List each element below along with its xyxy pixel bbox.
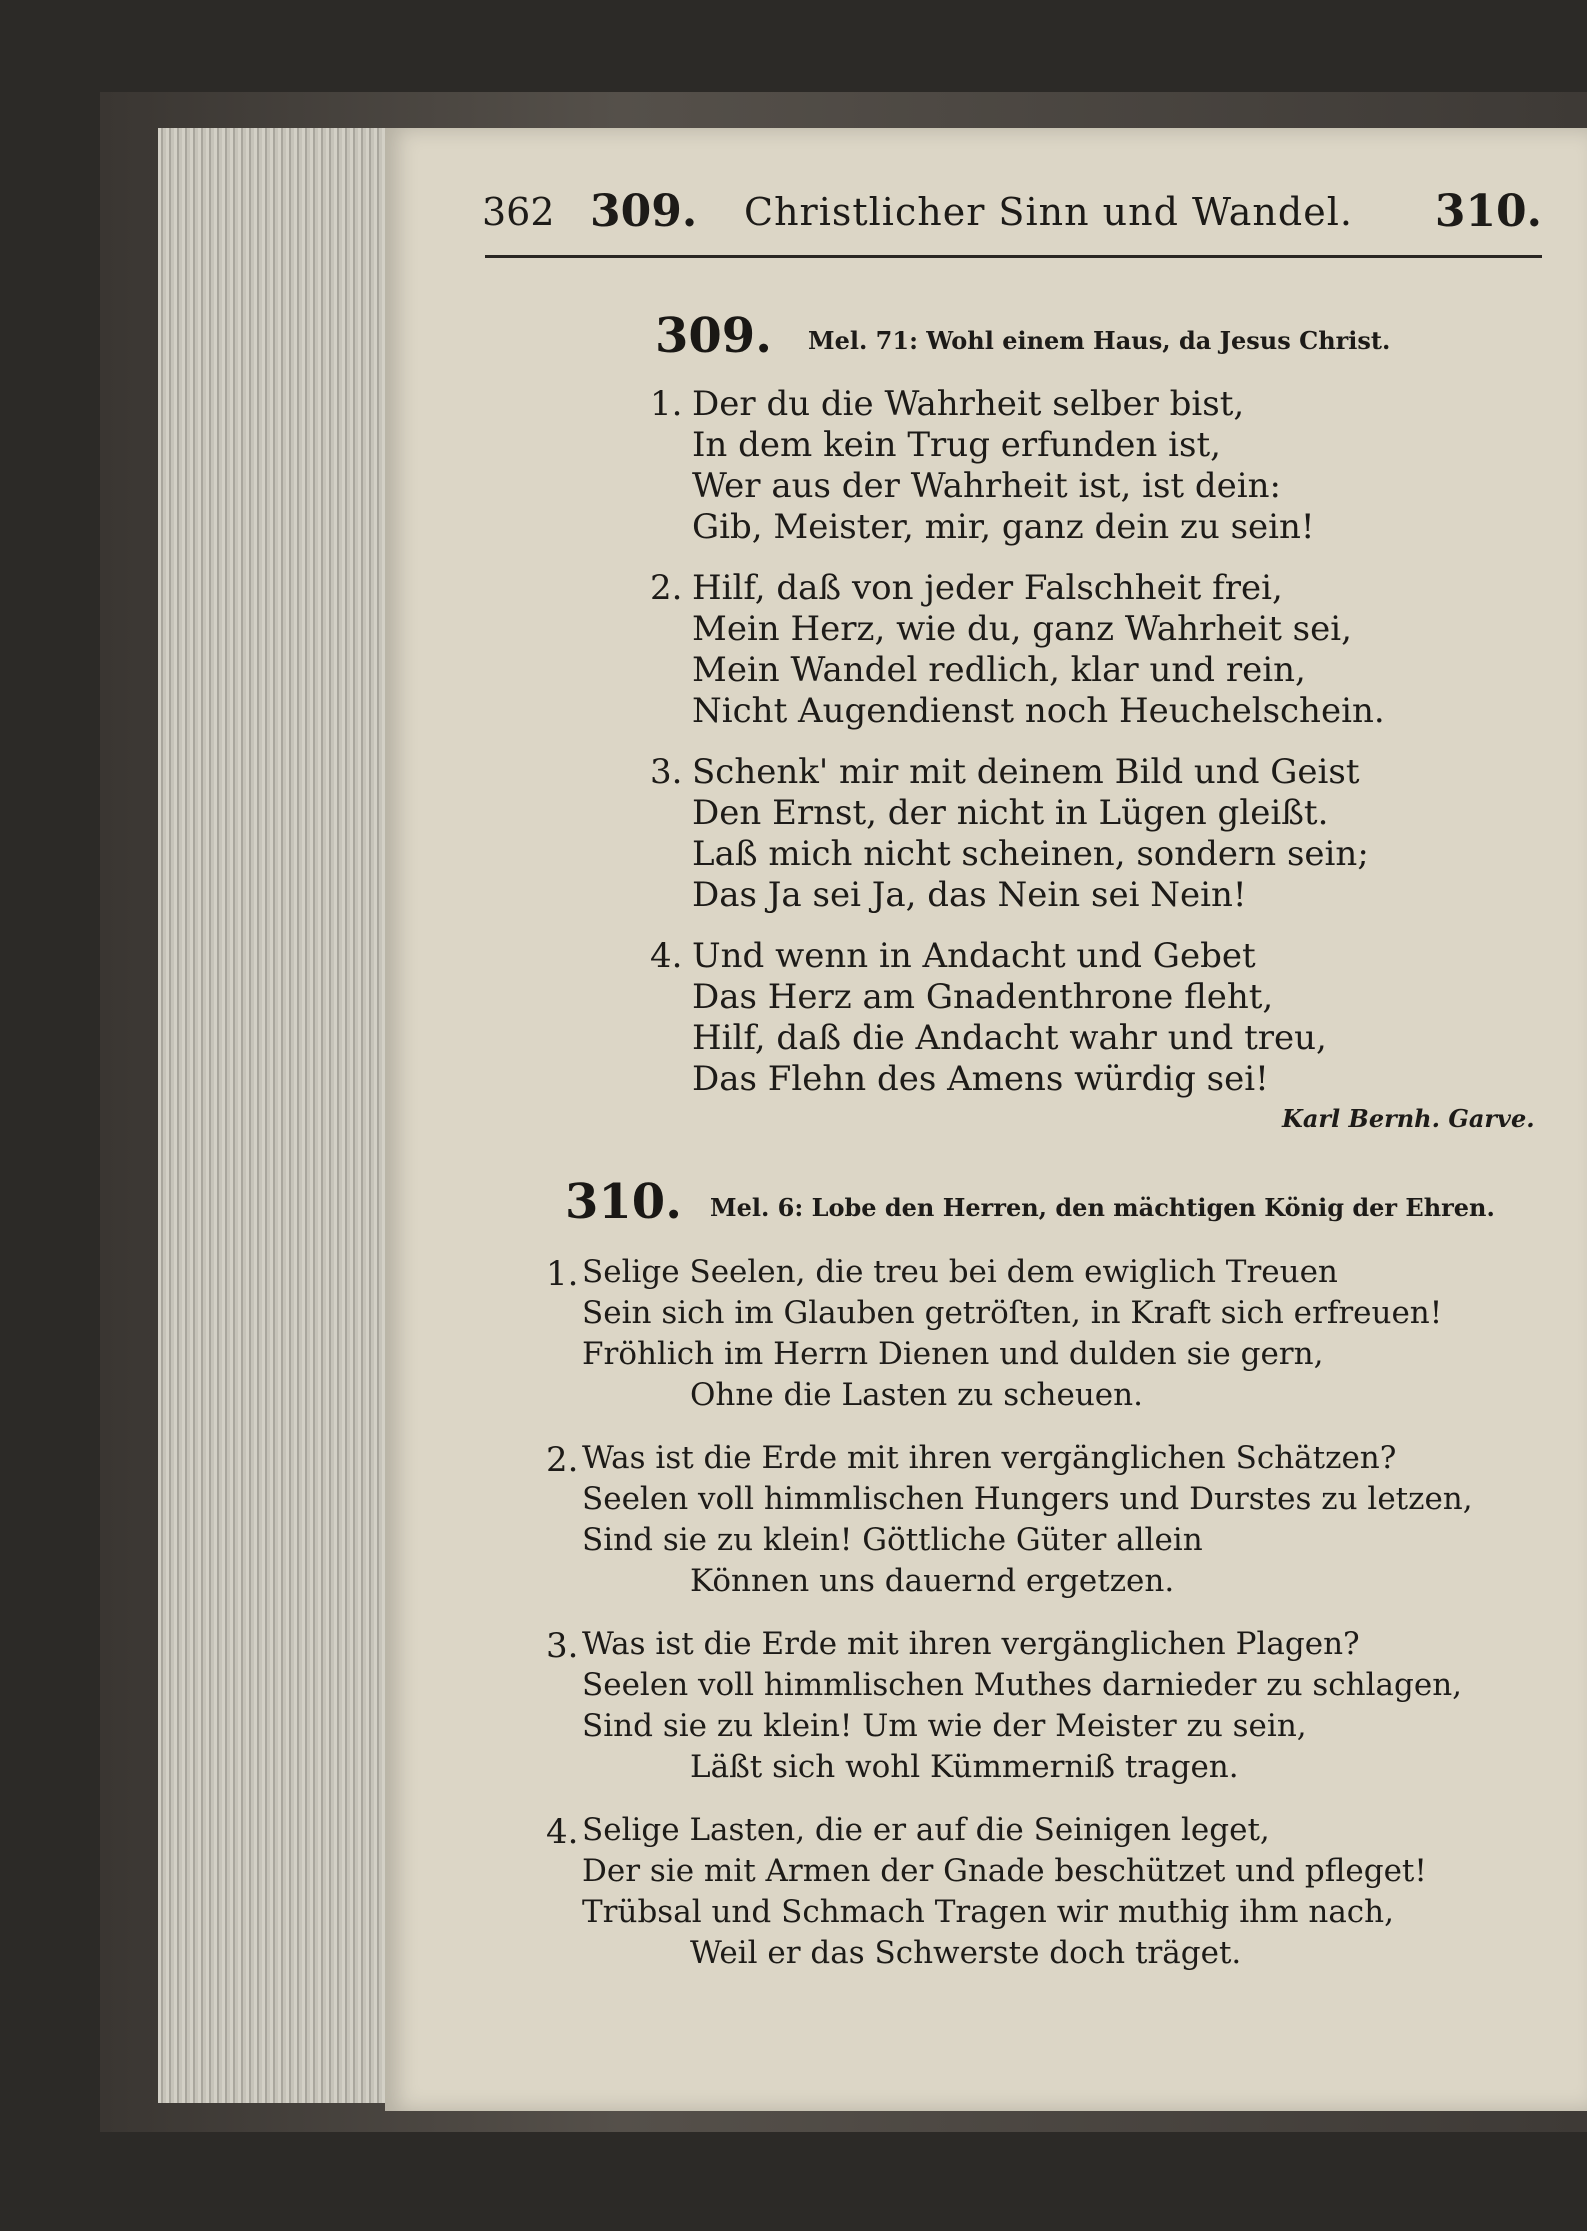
hymn-number: 309. [655, 308, 772, 364]
melody-line: Mel. 71: Wohl einem Haus, da Jesus Christ. [808, 326, 1391, 355]
verse-line: Sein sich im Glauben getröſten, in Kraft sich erfreuen! [582, 1295, 1443, 1331]
verse-number: 4. [546, 1812, 579, 1852]
page-number: 362 [482, 190, 555, 234]
header-right-hymn-number: 310. [1434, 186, 1542, 237]
verse-number: 3. [546, 1626, 579, 1666]
verse-line: Und wenn in Andacht und Gebet [692, 936, 1256, 976]
verse-line: Gib, Meister, mir, ganz dein zu sein! [692, 507, 1315, 547]
verse-line: Das Flehn des Amens würdig sei! [692, 1059, 1269, 1099]
verse-line: Seelen voll himmlischen Muthes darnieder zu schlagen, [582, 1667, 1463, 1703]
verse-line: Laß mich nicht scheinen, sondern sein; [692, 834, 1369, 874]
verse-line: Nicht Augendienst noch Heuchelschein. [692, 691, 1385, 731]
verse-line: Hilf, daß von jeder Falschheit frei, [692, 568, 1283, 608]
page-header [482, 186, 1542, 250]
verse-number: 4. [650, 936, 683, 976]
verse-line: Das Ja sei Ja, das Nein sei Nein! [692, 875, 1247, 915]
verse-line: Läßt sich wohl Kümmerniß tragen. [690, 1749, 1239, 1785]
melody-line: Mel. 6: Lobe den Herren, den mächtigen König der Ehren. [710, 1193, 1495, 1222]
verse-line: Fröhlich im Herrn Dienen und dulden sie gern, [582, 1336, 1324, 1372]
verse-line: Selige Lasten, die er auf die Seinigen leget, [582, 1812, 1270, 1848]
verse-number: 2. [650, 568, 683, 608]
verse-number: 2. [546, 1440, 579, 1480]
verse-line: Was ist die Erde mit ihren vergänglichen Plagen? [582, 1626, 1360, 1662]
verse-line: Den Ernst, der nicht in Lügen gleißt. [692, 793, 1329, 833]
verse-line: Hilf, daß die Andacht wahr und treu, [692, 1018, 1327, 1058]
verse-line: Sind sie zu klein! Göttliche Güter allein [582, 1522, 1203, 1558]
verse-line: Mein Wandel redlich, klar und rein, [692, 650, 1306, 690]
verse-line: Ohne die Lasten zu scheuen. [690, 1377, 1143, 1413]
verse-line: Seelen voll himmlischen Hungers und Durstes zu letzen, [582, 1481, 1473, 1517]
hymn-number: 310. [565, 1174, 682, 1230]
verse-line: Weil er das Schwerste doch träget. [690, 1935, 1242, 1971]
verse-line: Schenk' mir mit deinem Bild und Geist [692, 752, 1360, 792]
verse-line: Der du die Wahrheit selber bist, [692, 384, 1245, 424]
verse-line: Das Herz am Gnadenthrone fleht, [692, 977, 1274, 1017]
verse-line: Sind sie zu klein! Um wie der Meister zu sein, [582, 1708, 1307, 1744]
verse-line: Trübsal und Schmach Tragen wir muthig ihm nach, [582, 1894, 1394, 1930]
verse-line: Was ist die Erde mit ihren vergänglichen Schätzen? [582, 1440, 1397, 1476]
section-title: Christlicher Sinn und Wandel. [744, 190, 1353, 234]
author-credit: Karl Bernh. Garve. [1282, 1104, 1535, 1133]
verse-line: Wer aus der Wahrheit ist, ist dein: [692, 466, 1282, 506]
verse-number: 1. [546, 1254, 579, 1294]
verse-number: 3. [650, 752, 683, 792]
verse-line: Können uns dauernd ergetzen. [690, 1563, 1175, 1599]
verse-line: Mein Herz, wie du, ganz Wahrheit sei, [692, 609, 1352, 649]
page-edges [158, 128, 390, 2103]
header-rule [485, 255, 1542, 258]
header-left-hymn-number: 309. [590, 186, 698, 237]
verse-line: In dem kein Trug erfunden ist, [692, 425, 1221, 465]
verse-line: Der sie mit Armen der Gnade beschützet und pfleget! [582, 1853, 1427, 1889]
verse-number: 1. [650, 384, 683, 424]
verse-line: Selige Seelen, die treu bei dem ewiglich Treuen [582, 1254, 1338, 1290]
